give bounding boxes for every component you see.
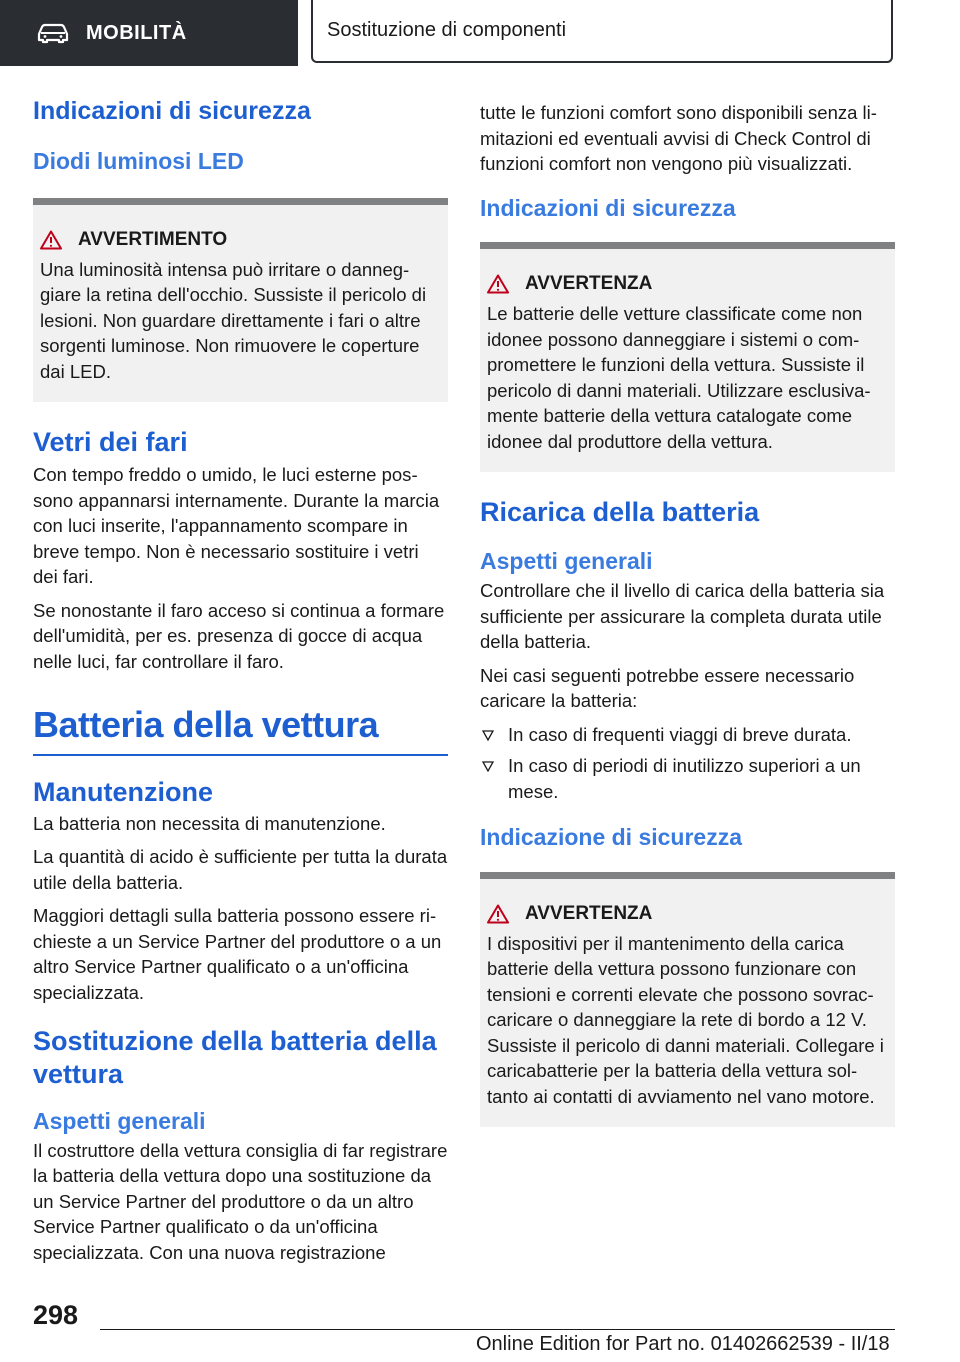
left-column (33, 96, 448, 1273)
section-label: MOBILITÀ (86, 21, 187, 44)
warning-triangle-icon (487, 274, 509, 294)
paragraph-manut-3: Maggiori dettagli sulla batteria possono essere richieste a un Service Partner del produttore o a un altro Service Partner qualificato o a un'officina specializzata. (33, 905, 442, 1003)
paragraph-vetri-2: Se nonostante il faro acceso si continua a formare dell'umidità, per es. presenza di gocce di acqua nelle luci, far controllare il faro. (33, 599, 445, 672)
heading-safety: Indicazioni di sicurezza (33, 97, 311, 125)
chapter-tab (311, 0, 893, 63)
heading-vetri: Vetri dei fari (33, 427, 188, 458)
warning-text: Una luminosità intensa può irritare o danneggiare la retina dell'occhio. Sussiste il pericolo di lesioni. Non guardare direttamente i fari o altre sorgenti luminose. Non rimuovere le coperture dai LED. (40, 258, 427, 382)
chapter-label: Sostituzione di componenti (327, 19, 567, 41)
warning-title: AVVERTIMENTO (78, 228, 228, 250)
heading-batteria: Batteria della vettura (33, 704, 448, 756)
edition-info: Online Edition for Part no. 01402662539 - II/18 (476, 1333, 890, 1355)
warning-text: Le batterie delle vetture classificate come non idonee possono danneggiare i sistemi o compromettere le funzioni della vettura. Sussiste il pericolo di danni materiali. Utilizzare esclusivamente batterie della vettura catalogate come idonee dal produttore della vettura. (487, 303, 871, 452)
warning-title: AVVERTENZA (525, 902, 653, 924)
paragraph-manut-1: La batteria non necessita di manutenzione. (33, 812, 386, 834)
heading-sostituzione: Sostituzione della batteria della vettura (33, 1026, 437, 1089)
warning-box-charger (480, 872, 895, 1128)
page-number: 298 (33, 1300, 79, 1330)
car-icon (36, 22, 70, 44)
paragraph-ricarica-2: Nei casi seguenti potrebbe essere necessario caricare la batteria: (480, 664, 855, 712)
heading-led: Diodi luminosi LED (33, 148, 244, 174)
right-column (480, 100, 895, 1127)
paragraph-continued: tutte le funzioni comfort sono disponibili senza limitazioni ed eventuali avvisi di Check Control di funzioni comfort non vengono più visualizzati. (480, 102, 877, 174)
heading-manutenzione: Manutenzione (33, 777, 213, 808)
triangle-bullet-icon (482, 730, 494, 741)
bullet-list (480, 722, 895, 805)
section-tab (0, 0, 298, 66)
warning-box-led (33, 198, 448, 403)
heading-aspetti-right: Aspetti generali (480, 548, 653, 575)
footer-divider (100, 1329, 895, 1330)
heading-indicazione: Indicazione di sicurezza (480, 824, 743, 851)
warning-box-batteries (480, 242, 895, 472)
paragraph-aspetti-left: Il costruttore della vettura consiglia di far registrare la batteria della vettura dopo una sostituzione da un Service Partner del produttore o da un altro Service Partner qualificato o da un'officina specializzata. Con una nuova registrazione (33, 1139, 448, 1263)
warning-text: I dispositivi per il mantenimento della carica batterie della vettura possono funzionare con tensioni e correnti elevate che possono sovraccaricare o danneggiare la rete di bordo a 12 V. Sussiste il pericolo di danni materiali. Collegare i caricabatterie per la batteria della vettura soltanto ai contatti di avviamento nel vano motore. (487, 932, 884, 1107)
page-header (0, 0, 960, 66)
warning-triangle-icon (487, 904, 509, 924)
heading-ricarica: Ricarica della batteria (480, 497, 760, 528)
heading-aspetti-left: Aspetti generali (33, 1108, 206, 1135)
warning-triangle-icon (40, 230, 62, 250)
paragraph-ricarica-1: Controllare che il livello di carica della batteria sia sufficiente per assicurare la completa durata utile della batteria. (480, 580, 885, 653)
heading-safety-right: Indicazioni di sicurezza (480, 194, 736, 221)
paragraph-manut-2: La quantità di acido è sufficiente per tutta la durata utile della batteria. (33, 846, 448, 893)
list-item: In caso di periodi di inutilizzo superiori a un mese. (480, 753, 895, 804)
warning-title: AVVERTENZA (525, 273, 653, 295)
paragraph-vetri-1: Con tempo freddo o umido, le luci esterne possono appannarsi internamente. Durante la marcia con luci inserite, l'appannamento scompare in breve tempo. Non è necessario sostituire i vetri dei fari. (33, 464, 440, 588)
triangle-bullet-icon (482, 761, 494, 772)
list-item: In caso di frequenti viaggi di breve durata. (480, 722, 895, 748)
